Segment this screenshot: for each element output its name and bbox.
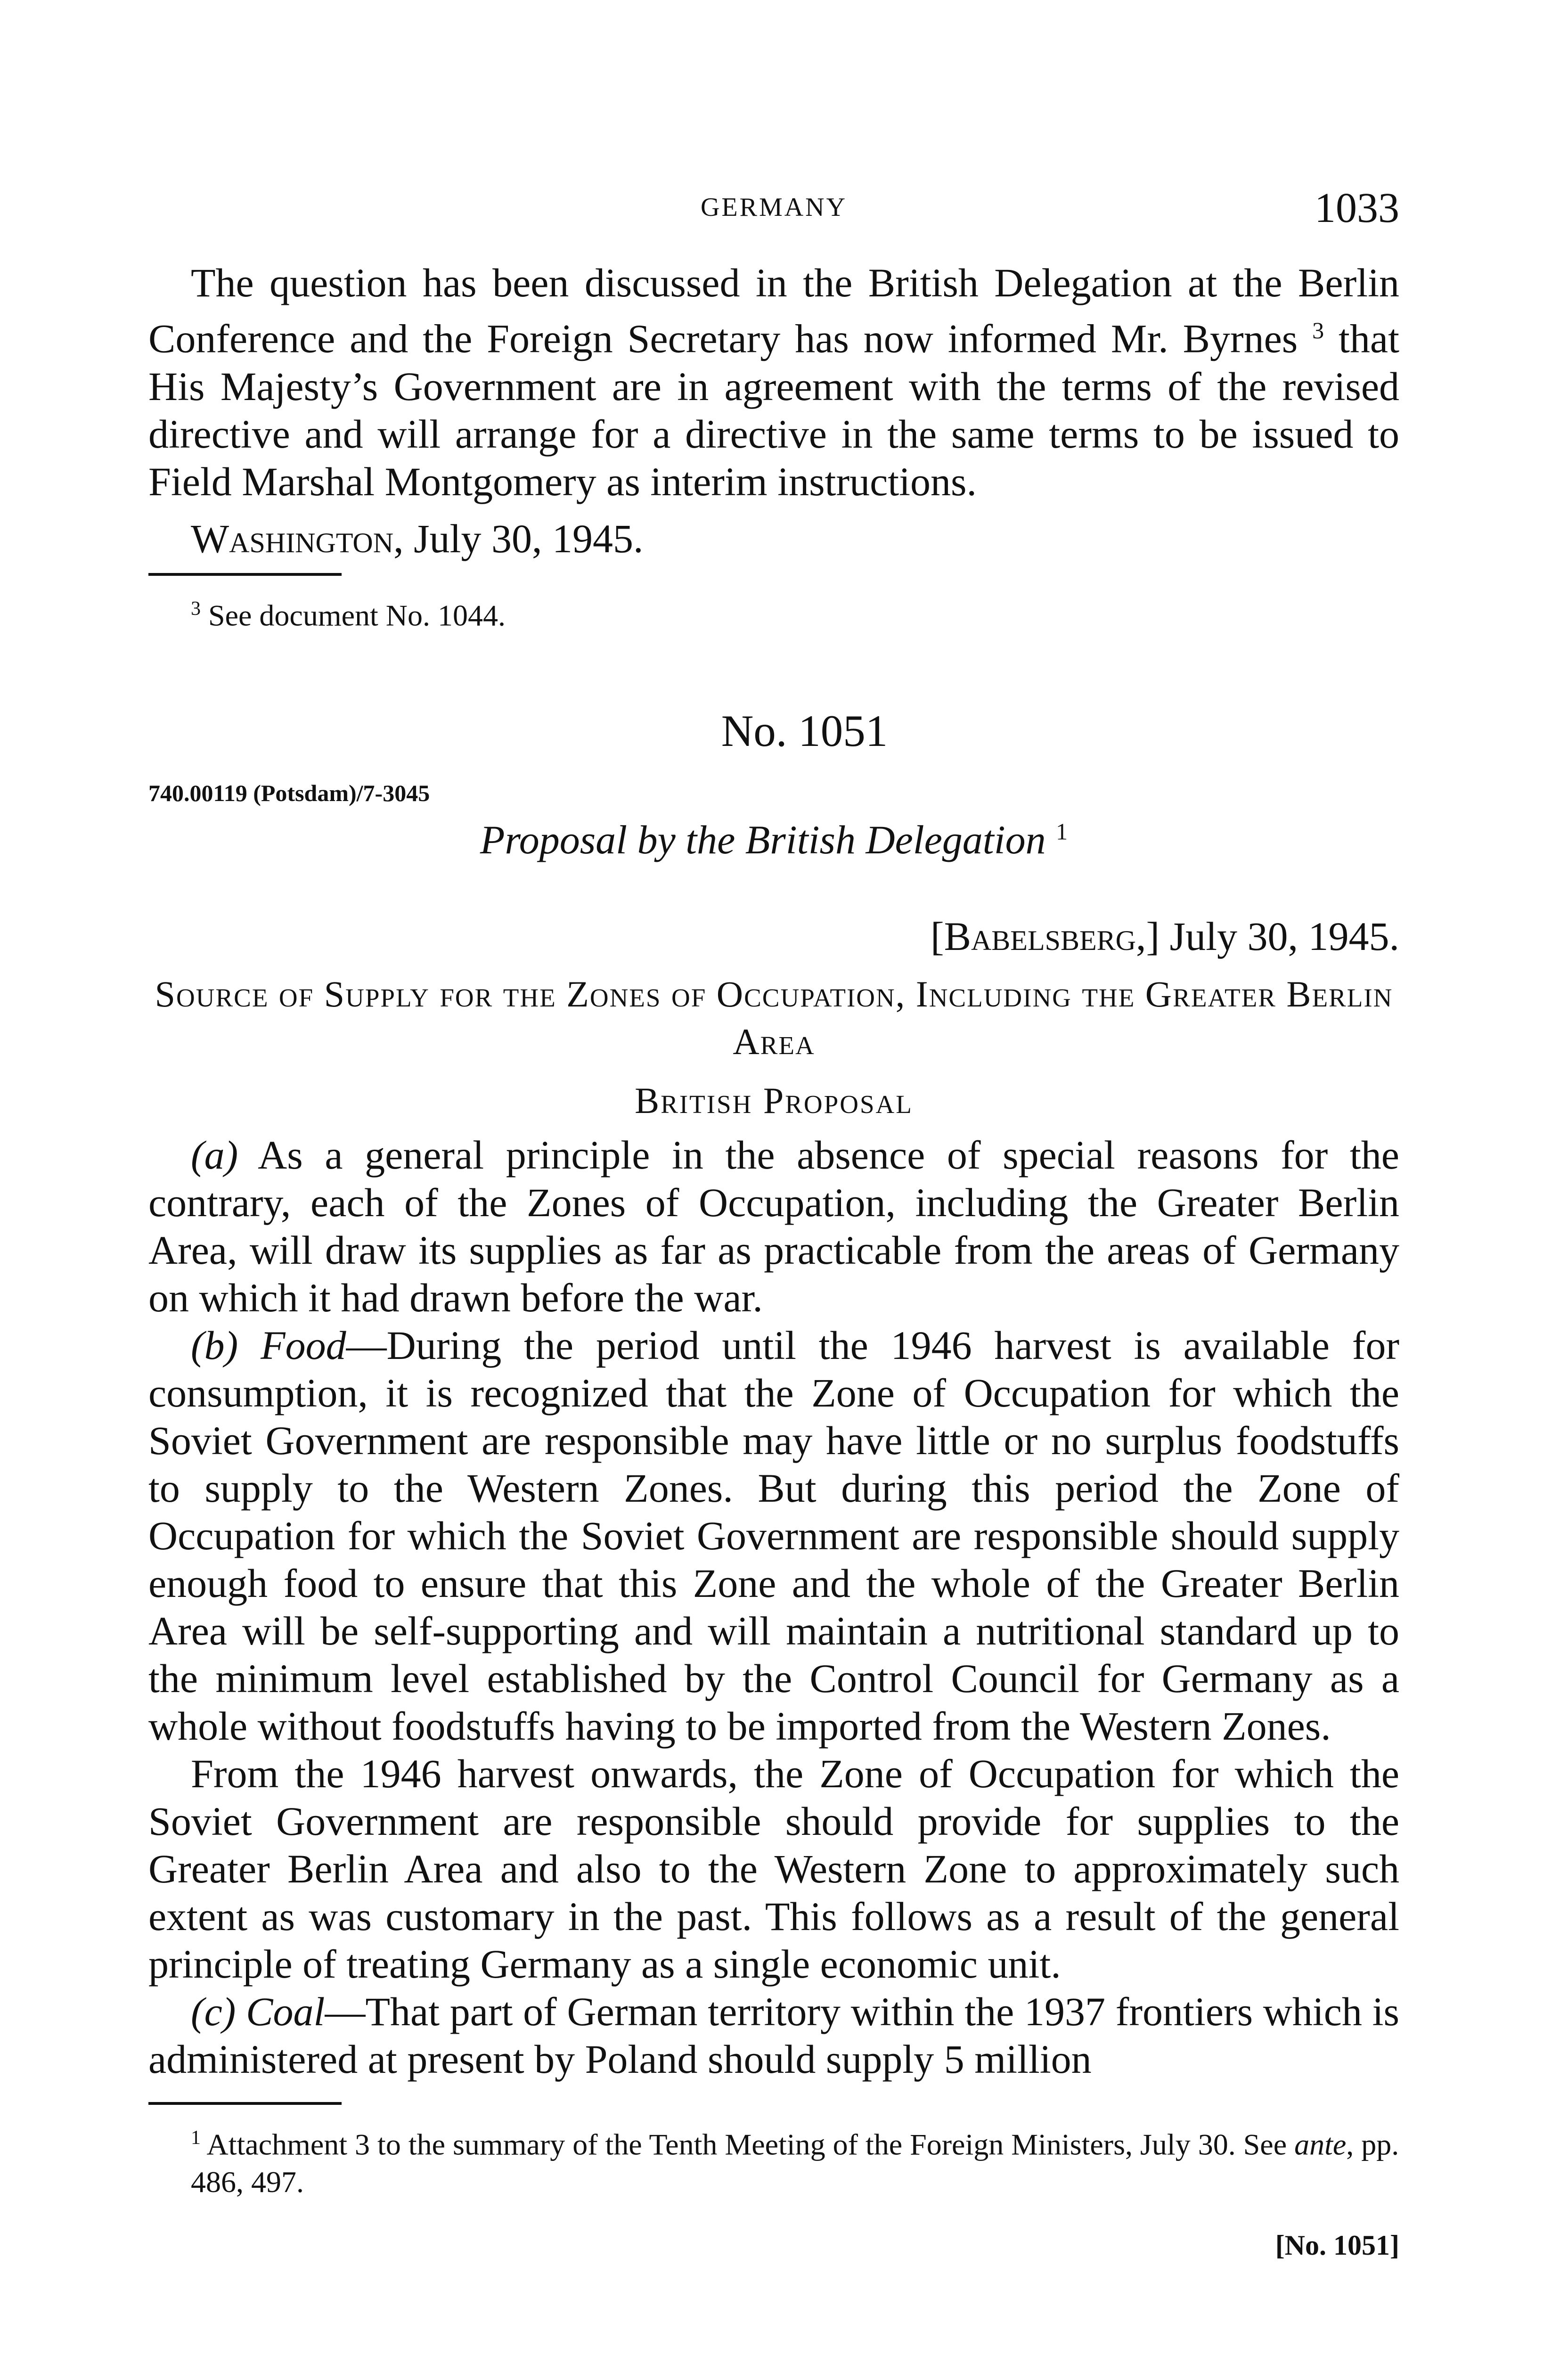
continuation-text-2: that His Majesty’s Government are in agreement with the terms of the revised directive and will arrange for a directive in the same terms to be issued to Field Marshal Montgomery as interim instructions.	[148, 316, 1399, 504]
dateline-2-date: July 30, 1945.	[1169, 913, 1399, 959]
footnote-3-text: See document No. 1044.	[208, 598, 506, 632]
document-title	[148, 816, 1399, 863]
continuation-text-1: The question has been discussed in the British Delegation at the Berlin Conference and the Foreign Secretary has now informed Mr. Byrnes	[148, 260, 1399, 361]
page-number: 1033	[1315, 185, 1399, 231]
dateline-place: Washington,	[191, 515, 404, 561]
section-heading: Source of Supply for the Zones of Occupation, Including the Greater Berlin Area	[155, 973, 1393, 1062]
document-title-text: Proposal by the British Delegation	[480, 817, 1046, 862]
footnote-1-text-end: , pp. 486, 497.	[191, 2127, 1399, 2199]
footnote-ref-1: 1	[1056, 818, 1068, 845]
file-number: 740.00119 (Potsdam)/7-3045	[148, 779, 430, 806]
footnote-1	[148, 2119, 1399, 2201]
paragraph-c-text: —That part of German territory within the 1937 frontiers which is administered at present by Poland should supply 5 million	[148, 1988, 1399, 2082]
paragraph-c-label: (c)	[191, 1988, 236, 2034]
document-page	[148, 184, 1399, 2262]
footnote-rule	[148, 573, 342, 576]
dateline-2-place: [Babelsberg,]	[930, 913, 1160, 959]
footnote-1-ante: ante	[1294, 2127, 1347, 2161]
continuation-paragraph	[148, 259, 1399, 506]
paragraph-b-label: (b)	[191, 1322, 238, 1368]
running-title: GERMANY	[700, 193, 848, 222]
body-text	[148, 1131, 1399, 2083]
footnote-1-text: Attachment 3 to the summary of the Tenth Meeting of the Foreign Ministers, July 30. See	[206, 2127, 1287, 2161]
running-head	[148, 184, 1399, 236]
dateline-washington	[148, 515, 1399, 563]
paragraph-b-text: —During the period until the 1946 harvest is available for consumption, it is recognized that the Zone of Occupation for which the Soviet Government are responsible may have little or no surplus foodstuffs to supply to the Western Zones. But during this period the Zone of Occupation for which the Soviet Government are responsible should supply enough food to ensure that this Zone and the whole of the Greater Berlin Area will be self-supporting and will maintain a nutritional standard up to the minimum level established by the Control Council for Germany as a whole without foodstuffs having to be imported from the Western Zones.	[148, 1322, 1400, 1749]
footnote-1-mark: 1	[191, 2127, 201, 2149]
paragraph-a-text: As a general principle in the absence of special reasons for the contrary, each of the Zones of Occupation, including the Greater Berlin Area, will draw its supplies as far as practicable from the areas of Germany on which it had drawn before the war.	[148, 1132, 1399, 1320]
paragraph-harvest: From the 1946 harvest onwards, the Zone of Occupation for which the Soviet Government are responsible should provide for supplies to the Greater Berlin Area and also to the Western Zone to approximately such extent as was customary in the past. This follows as a result of the general principle of treating Germany as a single economic unit.	[148, 1751, 1399, 1987]
dateline-babelsberg	[148, 913, 1399, 960]
section-subheading: British Proposal	[635, 1080, 913, 1121]
footnote-rule-bottom	[148, 2102, 342, 2105]
document-number: No. 1051	[721, 705, 888, 756]
paragraph-a-label: (a)	[191, 1132, 238, 1178]
paragraph-b	[148, 1322, 1399, 1750]
paragraph-c	[148, 1988, 1399, 2083]
footnote-ref-3: 3	[1312, 317, 1324, 344]
paragraph-b-topic: Food	[261, 1322, 346, 1368]
footnote-3-mark: 3	[191, 597, 201, 620]
paragraph-c-topic: Coal	[246, 1988, 325, 2034]
paragraph-a	[148, 1131, 1399, 1322]
dateline-date: July 30, 1945.	[414, 515, 644, 561]
footnote-3	[148, 590, 1399, 634]
document-foot-tag: [No. 1051]	[1275, 2230, 1399, 2261]
